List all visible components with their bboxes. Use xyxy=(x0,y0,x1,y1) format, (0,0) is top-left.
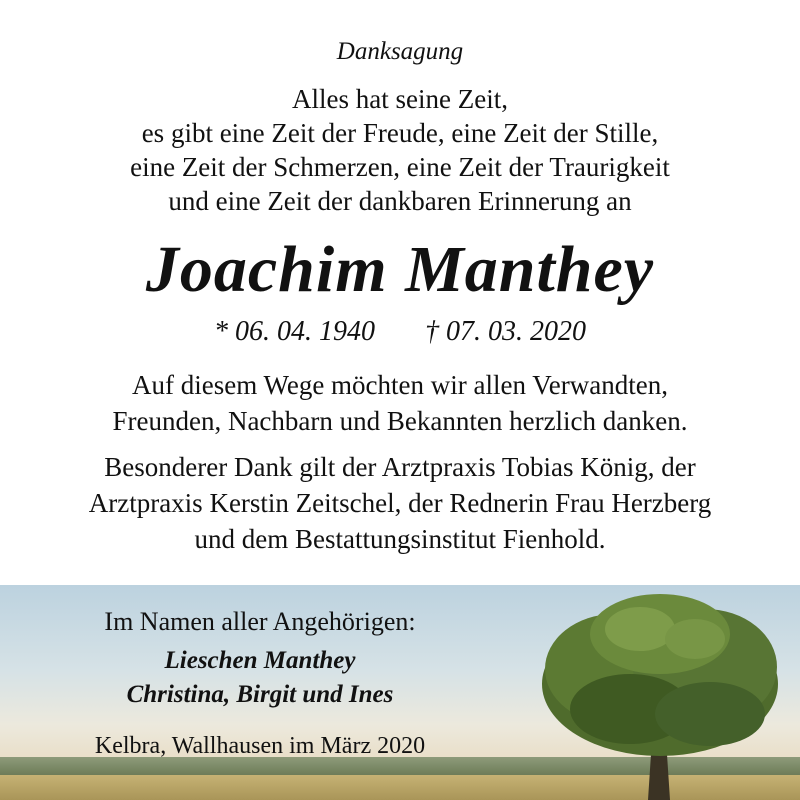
special-thanks-line: Besonderer Dank gilt der Arztpraxis Tobias König, der xyxy=(104,452,696,482)
death-date: † 07. 03. 2020 xyxy=(425,316,586,347)
footer-intro: Im Namen aller Angehörigen: xyxy=(104,607,416,636)
poem-line: und eine Zeit der dankbaren Erinnerung an xyxy=(168,186,632,216)
tree-landscape-image xyxy=(520,589,790,800)
special-thanks-line: und dem Bestattungsinstitut Fienhold. xyxy=(194,524,606,554)
thanks-line: Freunden, Nachbarn und Bekannten herzlich danken. xyxy=(112,406,688,436)
place-date: Kelbra, Wallhausen im März 2020 xyxy=(94,733,426,759)
thanks-line: Auf diesem Wege möchten wir allen Verwandten, xyxy=(132,370,668,400)
heading: Danksagung xyxy=(336,38,464,65)
poem-line: es gibt eine Zeit der Freude, eine Zeit der Stille, xyxy=(141,118,659,148)
deceased-name: Joachim Manthey xyxy=(145,233,655,306)
poem-line: Alles hat seine Zeit, xyxy=(292,84,508,114)
special-thanks-line: Arztpraxis Kerstin Zeitschel, der Rednerin Frau Herzberg xyxy=(88,488,712,518)
signer-name: Christina, Birgit und Ines xyxy=(126,681,394,708)
life-dates xyxy=(0,316,800,348)
footer-banner xyxy=(0,585,800,800)
poem-line: eine Zeit der Schmerzen, eine Zeit der Traurigkeit xyxy=(130,152,670,182)
birth-date: * 06. 04. 1940 xyxy=(214,316,375,347)
signer-name: Lieschen Manthey xyxy=(164,647,356,674)
